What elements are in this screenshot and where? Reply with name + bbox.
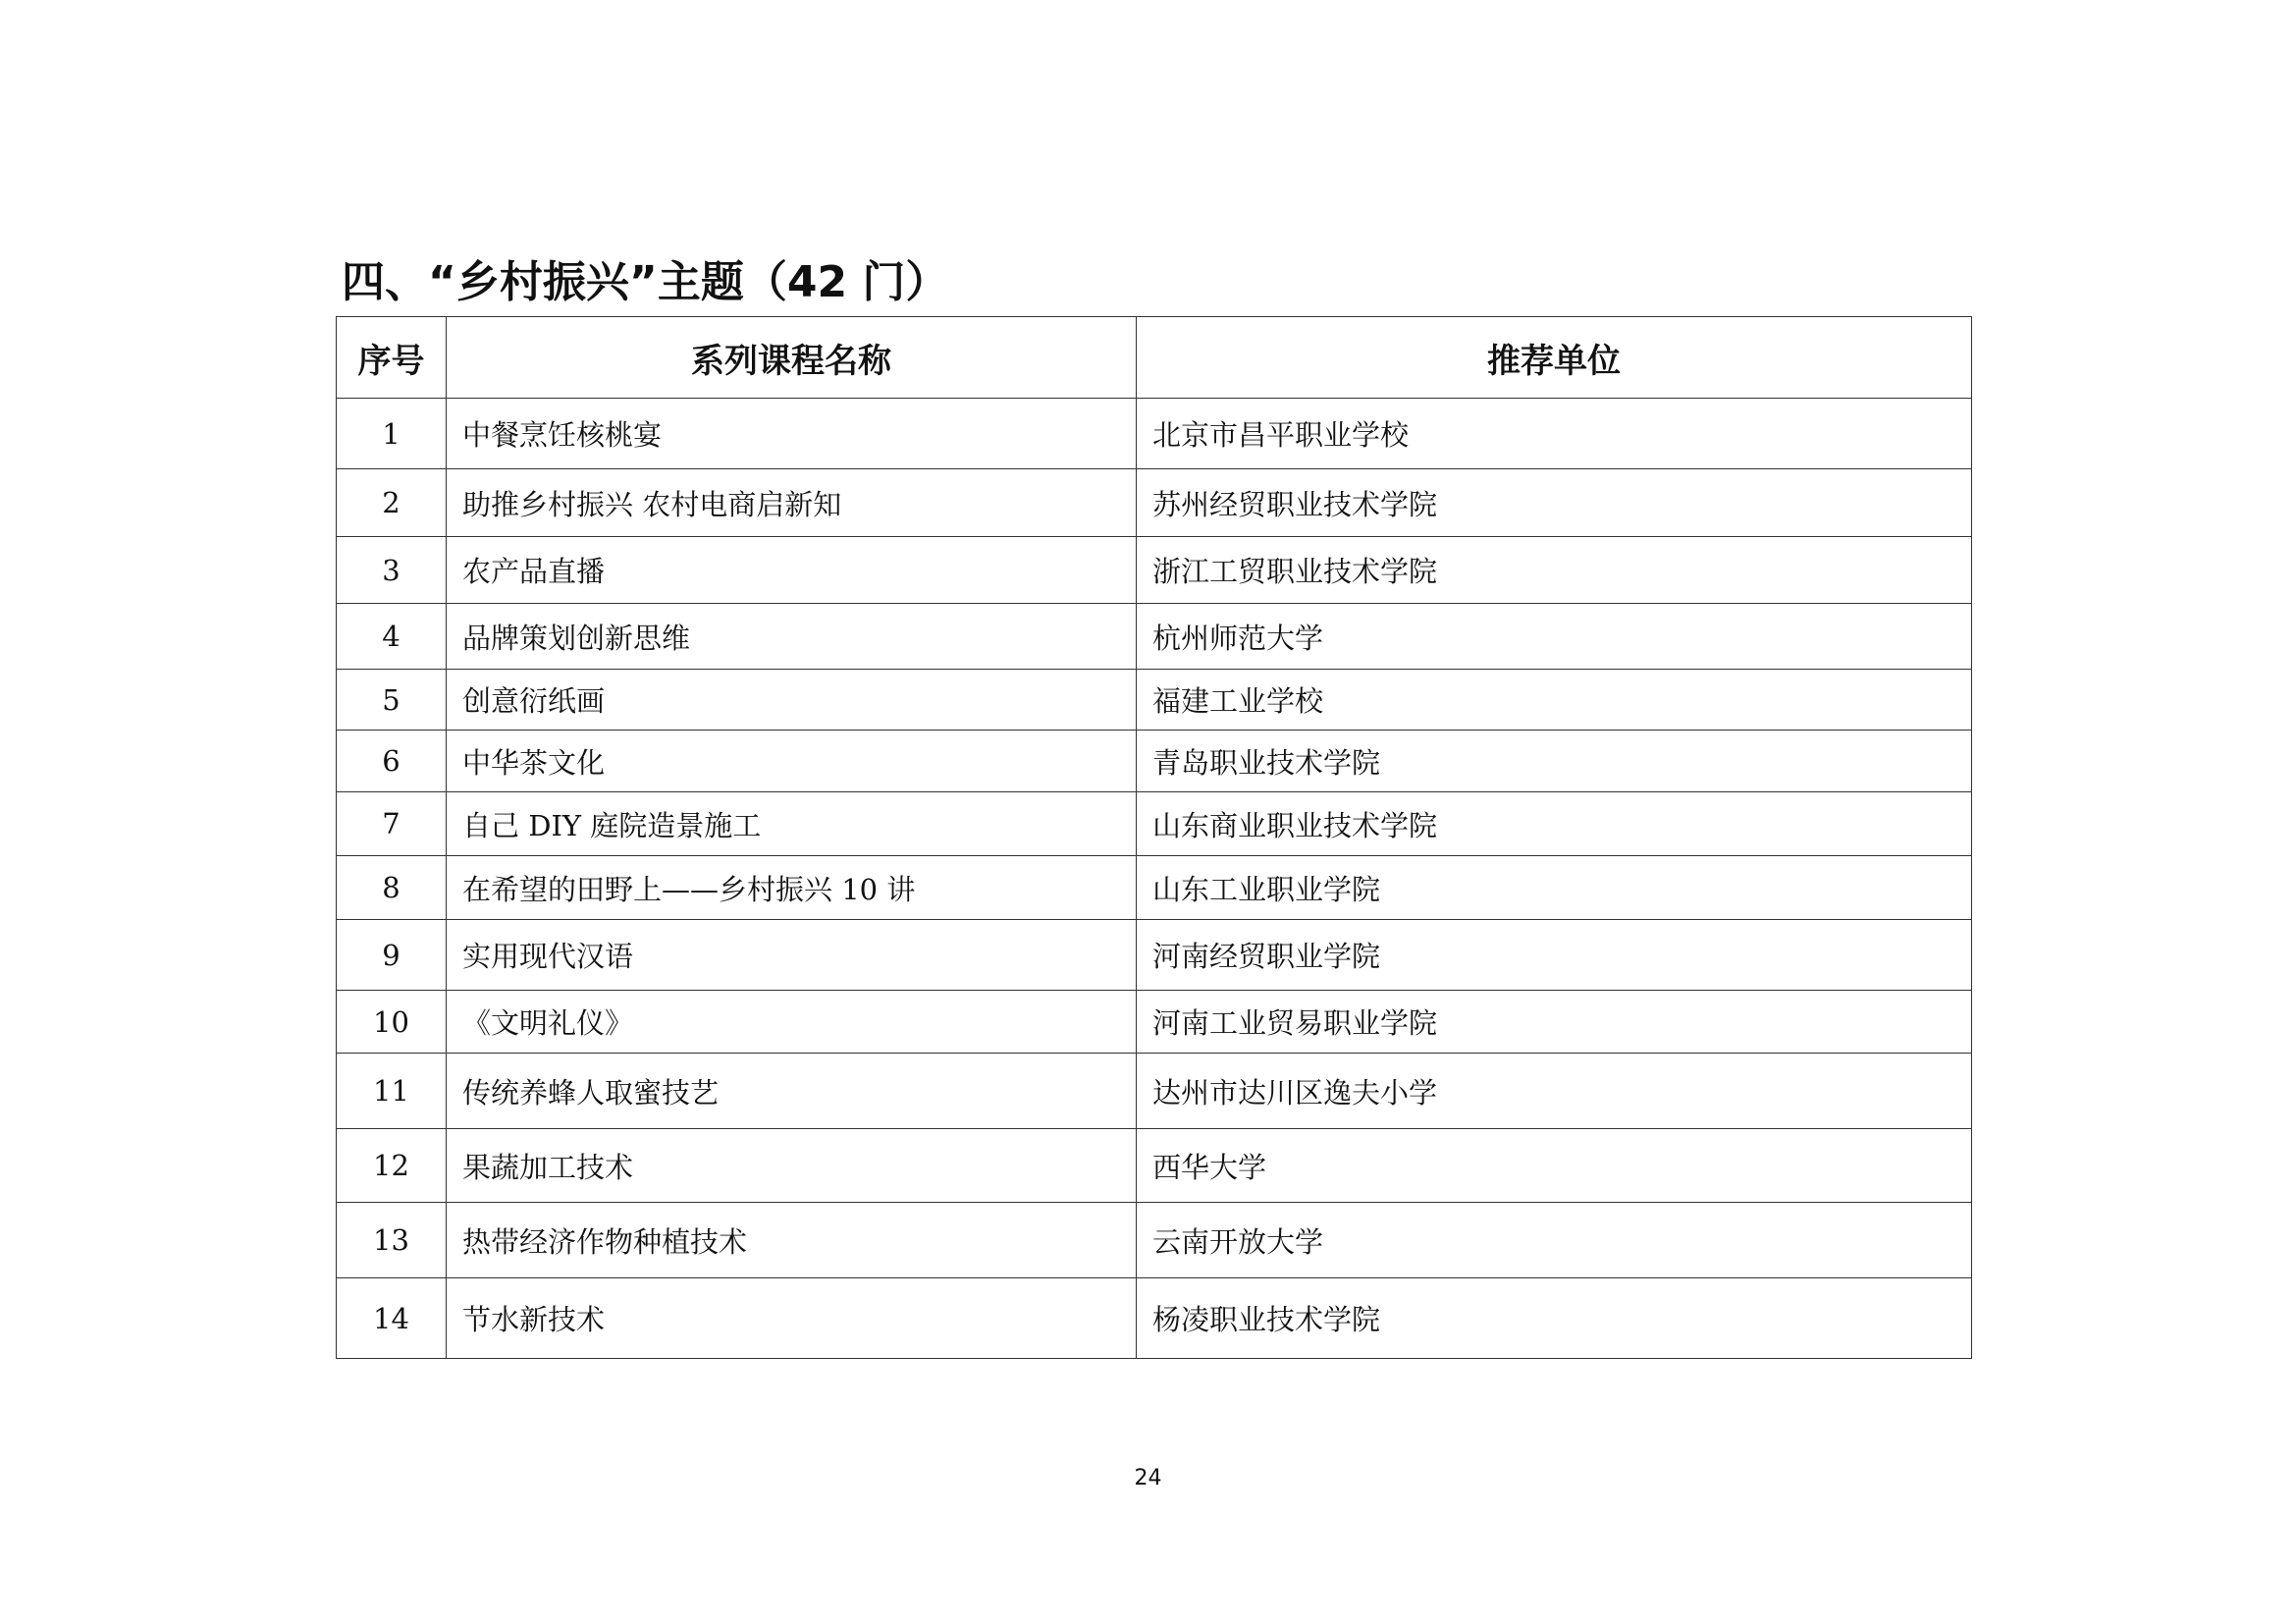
table-row xyxy=(337,1129,1972,1203)
table-row xyxy=(337,731,1972,792)
row-course-name: 在希望的田野上——乡村振兴 10 讲 xyxy=(447,856,1137,920)
row-course-name: 果蔬加工技术 xyxy=(447,1129,1137,1203)
row-course-name: 《文明礼仪》 xyxy=(447,991,1137,1054)
row-course-name: 农产品直播 xyxy=(447,537,1137,604)
table-row xyxy=(337,399,1972,469)
row-recommending-unit: 山东商业职业技术学院 xyxy=(1137,792,1972,856)
row-course-name: 节水新技术 xyxy=(447,1278,1137,1359)
table-row xyxy=(337,469,1972,537)
row-recommending-unit: 北京市昌平职业学校 xyxy=(1137,399,1972,469)
page-number: 24 xyxy=(1134,1466,1162,1490)
row-index: 1 xyxy=(337,399,447,469)
row-recommending-unit: 苏州经贸职业技术学院 xyxy=(1137,469,1972,537)
row-index: 10 xyxy=(337,991,447,1054)
row-recommending-unit: 浙江工贸职业技术学院 xyxy=(1137,537,1972,604)
table-row xyxy=(337,1054,1972,1129)
row-index: 8 xyxy=(337,856,447,920)
row-course-name: 创意衍纸画 xyxy=(447,670,1137,731)
table-row xyxy=(337,670,1972,731)
table-row xyxy=(337,991,1972,1054)
row-recommending-unit: 青岛职业技术学院 xyxy=(1137,731,1972,792)
table-row xyxy=(337,1278,1972,1359)
table-row xyxy=(337,604,1972,670)
row-index: 12 xyxy=(337,1129,447,1203)
page-title: 四、“乡村振兴”主题（42 门） xyxy=(342,257,949,307)
row-index: 2 xyxy=(337,469,447,537)
row-course-name: 传统养蜂人取蜜技艺 xyxy=(447,1054,1137,1129)
table-row xyxy=(337,792,1972,856)
row-index: 11 xyxy=(337,1054,447,1129)
table-header-row xyxy=(337,317,1972,399)
row-course-name: 助推乡村振兴 农村电商启新知 xyxy=(447,469,1137,537)
row-course-name: 中华茶文化 xyxy=(447,731,1137,792)
course-table xyxy=(336,316,1972,1359)
header-index: 序号 xyxy=(337,317,447,399)
row-recommending-unit: 山东工业职业学院 xyxy=(1137,856,1972,920)
table-row xyxy=(337,920,1972,991)
row-recommending-unit: 达州市达川区逸夫小学 xyxy=(1137,1054,1972,1129)
row-recommending-unit: 福建工业学校 xyxy=(1137,670,1972,731)
table-row xyxy=(337,1203,1972,1278)
row-index: 9 xyxy=(337,920,447,991)
row-index: 13 xyxy=(337,1203,447,1278)
row-course-name: 实用现代汉语 xyxy=(447,920,1137,991)
row-course-name: 中餐烹饪核桃宴 xyxy=(447,399,1137,469)
row-recommending-unit: 河南工业贸易职业学院 xyxy=(1137,991,1972,1054)
row-index: 6 xyxy=(337,731,447,792)
header-course-name: 系列课程名称 xyxy=(447,317,1137,399)
table-row xyxy=(337,537,1972,604)
row-course-name: 热带经济作物种植技术 xyxy=(447,1203,1137,1278)
row-recommending-unit: 杨凌职业技术学院 xyxy=(1137,1278,1972,1359)
row-index: 3 xyxy=(337,537,447,604)
row-recommending-unit: 云南开放大学 xyxy=(1137,1203,1972,1278)
row-course-name: 品牌策划创新思维 xyxy=(447,604,1137,670)
row-recommending-unit: 河南经贸职业学院 xyxy=(1137,920,1972,991)
row-index: 14 xyxy=(337,1278,447,1359)
header-recommending-unit: 推荐单位 xyxy=(1137,317,1972,399)
row-index: 5 xyxy=(337,670,447,731)
row-index: 4 xyxy=(337,604,447,670)
table-row xyxy=(337,856,1972,920)
row-course-name: 自己 DIY 庭院造景施工 xyxy=(447,792,1137,856)
row-recommending-unit: 西华大学 xyxy=(1137,1129,1972,1203)
row-index: 7 xyxy=(337,792,447,856)
row-recommending-unit: 杭州师范大学 xyxy=(1137,604,1972,670)
